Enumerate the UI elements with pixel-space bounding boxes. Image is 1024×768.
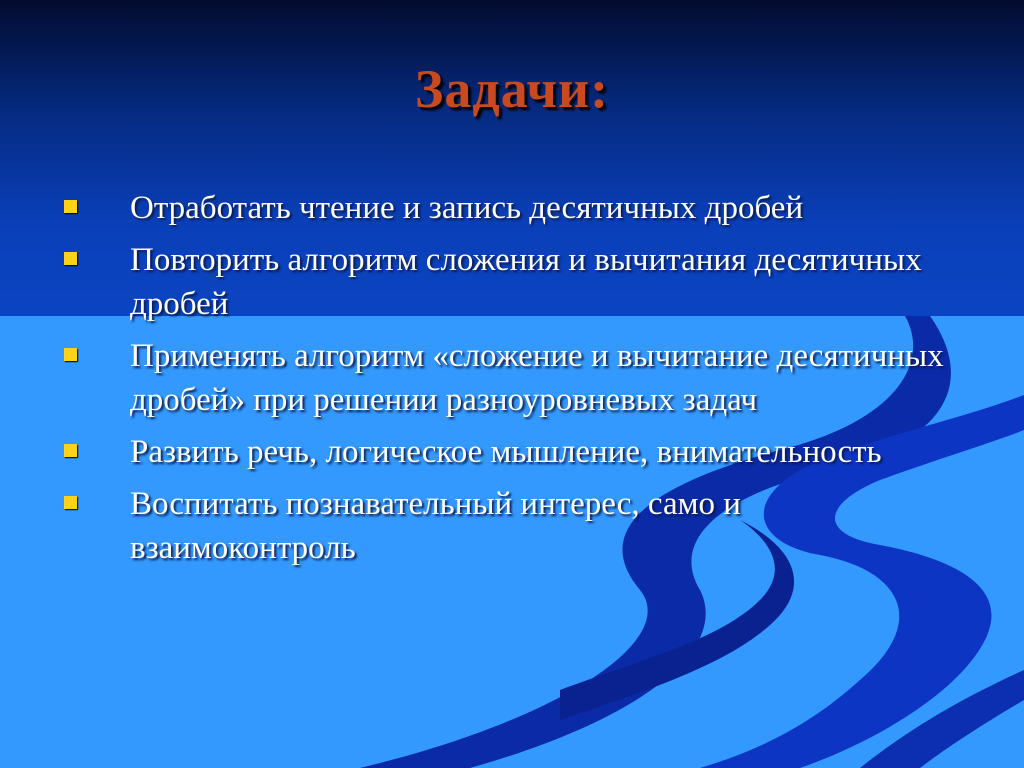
list-item xyxy=(62,186,962,230)
list-item xyxy=(62,238,962,326)
list-item xyxy=(62,430,962,474)
list-item-text: Повторить алгоритм сложения и вычитания десятичных дробей xyxy=(130,242,922,322)
slide-title: Задачи: xyxy=(414,59,610,119)
list-item-text: Отработать чтение и запись десятичных дробей xyxy=(130,190,804,226)
task-list xyxy=(62,186,962,578)
yellow-square-bullet-icon xyxy=(64,200,77,213)
list-item-text: Применять алгоритм «сложение и вычитание десятичных дробей» при решении разноуровневых задач xyxy=(130,338,944,418)
list-item xyxy=(62,482,962,570)
yellow-square-bullet-icon xyxy=(64,444,77,457)
yellow-square-bullet-icon xyxy=(64,496,77,509)
yellow-square-bullet-icon xyxy=(64,348,77,361)
yellow-square-bullet-icon xyxy=(64,252,77,265)
list-item-text: Развить речь, логическое мышление, внимательность xyxy=(130,434,882,470)
list-item-text: Воспитать познавательный интерес, само и взаимоконтроль xyxy=(130,486,741,566)
list-item xyxy=(62,334,962,422)
